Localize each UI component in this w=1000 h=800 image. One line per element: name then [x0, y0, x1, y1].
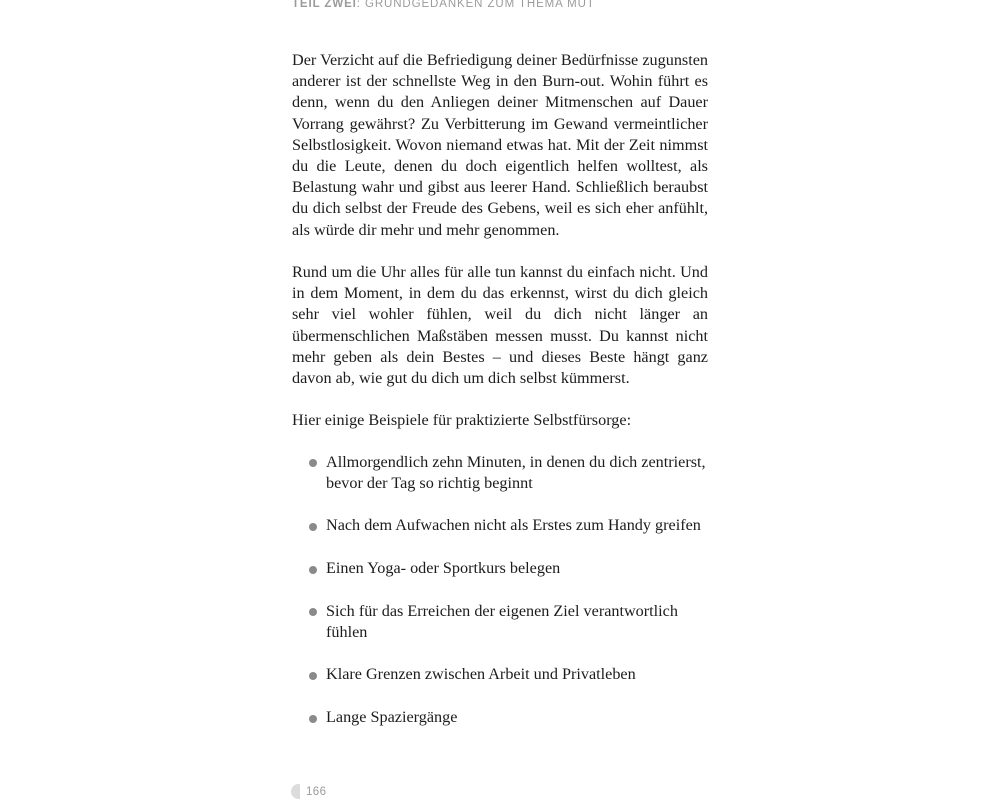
self-care-list: [292, 452, 708, 729]
bullet-dot-icon: [309, 523, 317, 531]
body-text: [292, 50, 708, 750]
list-item: [292, 707, 708, 728]
running-head-separator: :: [356, 0, 361, 10]
bullet-dot-icon: [309, 608, 317, 616]
list-item-text: Einen Yoga- oder Sportkurs belegen: [326, 559, 561, 578]
folio-tab-icon: [291, 784, 300, 799]
running-head-chapter: GRUNDGEDANKEN ZUM THEMA MUT: [364, 0, 595, 10]
page-footer: [291, 784, 326, 799]
bullet-dot-icon: [309, 566, 317, 574]
list-item-text: Lange Spaziergänge: [326, 708, 458, 726]
paragraph: Der Verzicht auf die Befriedigung deiner Bedürfnisse zugunsten anderer ist der schnellste Weg in den Burn-out. Wohin führt es denn, wenn du den Anliegen deiner Mitmenschen auf Dauer Vorrang gewährst? Zu Verbitterung im Gewand vermeintlicher Selbstlosigkeit. Wovon niemand etwas hat. Mit der Zeit nimmst du die Leute, denen du doch eigentlich helfen wolltest, als Belastung wahr und gibst aus leerer Hand. Schließlich beraubst du dich selbst der Freude des Gebens, weil es sich eher anfühlt, als würde dir mehr und mehr genommen.: [292, 51, 708, 239]
list-item: [292, 515, 708, 536]
list-item: [292, 601, 708, 643]
list-item: [292, 452, 708, 494]
list-item-text: Sich für das Erreichen der eigenen Ziel verantwortlich fühlen: [326, 601, 678, 641]
list-item: [292, 664, 708, 685]
list-item-text: Nach dem Aufwachen nicht als Erstes zum Handy greifen: [326, 516, 701, 535]
bullet-dot-icon: [309, 459, 317, 467]
paragraph: Rund um die Uhr alles für alle tun kannst du einfach nicht. Und in dem Moment, in dem du das erkennst, wirst du dich gleich sehr viel wohler fühlen, weil du dich nicht länger an übermenschlichen Maßstäben messen musst. Du kannst nicht mehr geben als dein Bestes – und dieses Beste hängt ganz davon ab, wie gut du dich um dich selbst kümmerst.: [292, 263, 708, 388]
list-item: [292, 558, 708, 579]
bullet-dot-icon: [309, 672, 317, 680]
list-item-text: Allmorgendlich zehn Minuten, in denen du dich zentrierst, bevor der Tag so richtig beginnt: [326, 452, 706, 492]
list-intro: Hier einige Beispiele für praktizierte Selbstfürsorge:: [292, 411, 632, 430]
page-number: 166: [306, 785, 327, 798]
bullet-dot-icon: [309, 715, 317, 723]
running-head: [292, 0, 595, 10]
list-item-text: Klare Grenzen zwischen Arbeit und Privatleben: [326, 665, 636, 684]
running-head-part: TEIL ZWEI: [292, 0, 357, 10]
